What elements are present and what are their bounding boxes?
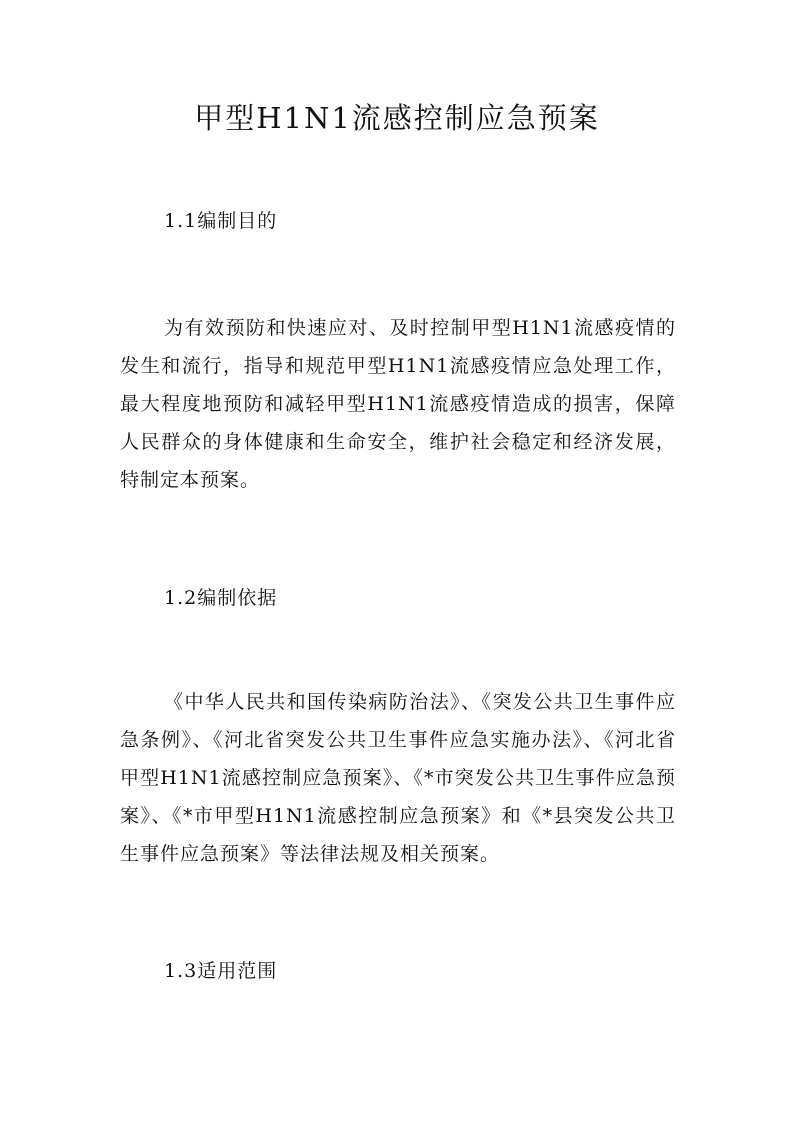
section-heading-basis: 1.2编制依据: [164, 587, 278, 609]
section-body-basis: 《中华人民共和国传染病防治法》、《突发公共卫生事件应急条例》、《河北省突发公共卫生事件应急实施办法》、《河北省甲型H1N1流感控制应急预案》、《*市突发公共卫生事件应急预案》、《*市甲型H1N1流感控制应急预案》和《*县突发公共卫生事件应急预案》等法律法规及相关预案。: [120, 691, 676, 865]
section-heading-purpose: 1.1编制目的: [164, 210, 278, 232]
section-body-purpose: 为有效预防和快速应对、及时控制甲型H1N1流感疫情的发生和流行，指导和规范甲型H1N1流感疫情应急处理工作，最大程度地预防和减轻甲型H1N1流感疫情造成的损害，保障人民群众的身体健康和生命安全，维护社会稳定和经济发展，特制定本预案。: [120, 317, 676, 491]
document-title: 甲型H1N1流感控制应急预案: [194, 101, 600, 135]
section-heading-scope: 1.3适用范围: [164, 960, 278, 982]
